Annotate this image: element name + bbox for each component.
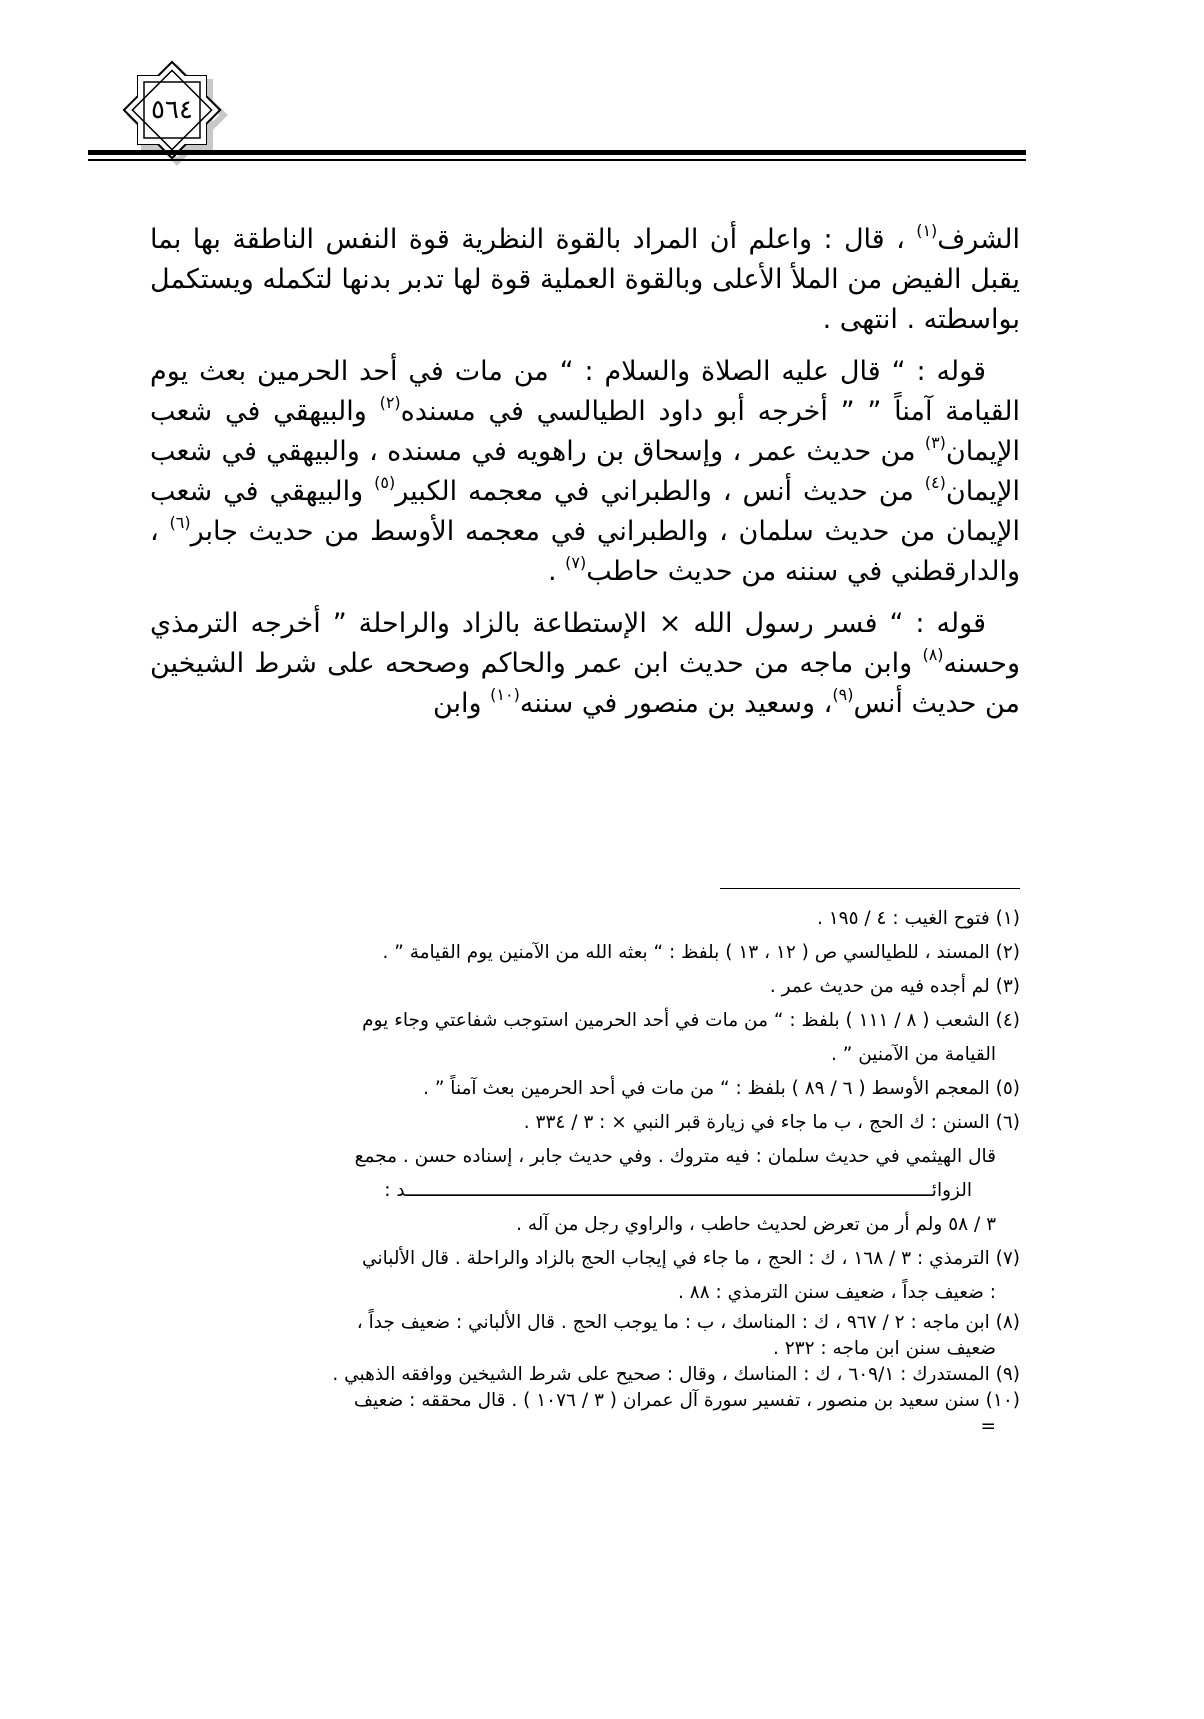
footnote-ref: (١٠) [490, 685, 520, 704]
text-run: من حديث أنس ، والطبراني في معجمه الكبير [395, 476, 925, 507]
footnote-continuation: ضعيف سنن ابن ماجه : ٢٣٢ . [772, 1338, 996, 1359]
text-run: والبيهقي في شعب الإيمان من حديث سلمان ، والطبراني في معجمه الأوسط من حديث جابر [150, 476, 1021, 547]
footnotes [150, 902, 1020, 1440]
text-run: ، قال : واعلم أن المراد بالقوة النظرية قوة النفس الناطقة بها بما يقبل الفيض من الملأ الأعلى وبالقوة العملية قوة لها تدبر بدنها لتكمله ويستكمل بواسطته . انتهى . [150, 224, 1020, 335]
paragraph [150, 220, 1020, 340]
footnote-ref: (٢) [379, 393, 401, 412]
footnote-item [150, 1388, 1020, 1440]
text-run: وابن [432, 688, 491, 719]
footnote-text: (٦) السنن : ك الحج ، ب ما جاء في زيارة قبر النبي × : ٣ / ٣٣٤ . [523, 1112, 1020, 1133]
text-run: وابن ماجه من حديث ابن عمر والحاكم وصححه على شرط الشيخين من حديث أنس [150, 648, 1020, 719]
text-run: من حديث عمر ، وإسحاق بن راهويه في مسنده ، والبيهقي في شعب الإيمان [150, 436, 1020, 507]
footnote-item [150, 970, 1020, 1004]
footnote-text: (٧) الترمذي : ٣ / ١٦٨ ، ك : الحج ، ما جاء في إيجاب الحج بالزاد والراحلة . قال الألباني [362, 1248, 1020, 1269]
footnote-ref: (٨) [922, 645, 944, 664]
footnote-text: قال الهيثمي في حديث سلمان : فيه متروك . وفي حديث جابر ، إسناده حسن . مجمع [354, 1146, 996, 1167]
footnote-ref: (٣) [924, 433, 946, 452]
header-rule-thin [88, 159, 1026, 161]
footnote-text: (٢) المسند ، للطيالسي ص ( ١٢ ، ١٣ ) بلفظ : “ بعثه الله من الآمنين يوم القيامة ” . [382, 942, 1020, 963]
footnote-item [150, 1362, 1020, 1388]
text-run: ، والدارقطني في سننه من حديث حاطب [150, 516, 1020, 587]
text-run: ، وسعيد بن منصور في سننه [519, 688, 833, 719]
footnote-item [150, 1242, 1020, 1310]
footnote-item [150, 936, 1020, 970]
text-run: الشرف [937, 224, 1020, 255]
footnote-text: (٣) لم أجده فيه من حديث عمر . [769, 976, 1020, 997]
footnote-text: (٨) ابن ماجه : ٢ / ٩٦٧ ، ك : المناسك ، ب : ما يوجب الحج . قال الألباني : ضعيف جداً ، [356, 1312, 1020, 1333]
page-number: ٥٦٤ [151, 95, 193, 125]
footnote-text: (١٠) سنن سعيد بن منصور ، تفسير سورة آل عمران ( ٣ / ١٠٧٦ ) . قال محققه : ضعيف [353, 1390, 1020, 1411]
paragraph [150, 604, 1020, 724]
footnote-item [150, 902, 1020, 936]
text-run: قوله : “ فسر رسول الله × الإستطاعة بالزاد والراحلة ” أخرجه الترمذي وحسنه [150, 608, 1020, 679]
footnote-item [150, 1310, 1020, 1362]
footnote-text: (١) فتوح الغيب : ٤ / ١٩٥ . [816, 908, 1020, 929]
footnote-continuation: الزوائـــــــــــــــــــــــــــــــــــــــــــــــــــــــــــــــــــــــــــــــــــــــــــــــــد : [384, 1180, 972, 1201]
footnote-ref: (٤) [924, 473, 946, 492]
main-text [150, 220, 1020, 736]
footnote-item [150, 1140, 1020, 1208]
header-rule-thick [88, 150, 1026, 155]
text-run: . [548, 556, 566, 587]
footnote-ref: (٥) [374, 473, 396, 492]
footnote-ref: (٦) [169, 513, 191, 532]
footnote-ref: (١) [916, 221, 938, 240]
footnote-continuation: : ضعيف جداً ، ضعيف سنن الترمذي : ٨٨ . [678, 1282, 996, 1303]
paragraph [150, 352, 1020, 592]
footnote-item [150, 1072, 1020, 1106]
footnote-ref: (٩) [832, 685, 854, 704]
footnote-continuation: = [980, 1416, 996, 1437]
footnote-item [150, 1004, 1020, 1072]
footnote-item [150, 1106, 1020, 1140]
footnote-text: (٩) المستدرك : ٦٠٩/١ ، ك : المناسك ، وقال : صحيح على شرط الشيخين ووافقه الذهبي . [332, 1364, 1020, 1385]
footnote-continuation: القيامة من الآمنين ” . [830, 1044, 996, 1065]
footnote-text: (٤) الشعب ( ٨ / ١١١ ) بلفظ : “ من مات في أحد الحرمين استوجب شفاعتي وجاء يوم [362, 1010, 1020, 1031]
text-run: قوله : “ قال عليه الصلاة والسلام : “ من مات في أحد الحرمين بعث يوم القيامة آمناً ” ” أخرجه أبو داود الطيالسي في مسنده [150, 356, 1020, 427]
footnote-ref: (٧) [565, 553, 587, 572]
text-run: والبيهقي في شعب الإيمان [150, 396, 1020, 467]
footnote-item [150, 1208, 1020, 1242]
footnote-text: ٣ / ٥٨ ولم أر من تعرض لحديث حاطب ، والراوي رجل من آله . [516, 1214, 996, 1235]
footnote-text: (٥) المعجم الأوسط ( ٦ / ٨٩ ) بلفظ : “ من مات في أحد الحرمين بعث آمناً ” . [423, 1078, 1020, 1099]
footnote-separator [720, 888, 1020, 889]
